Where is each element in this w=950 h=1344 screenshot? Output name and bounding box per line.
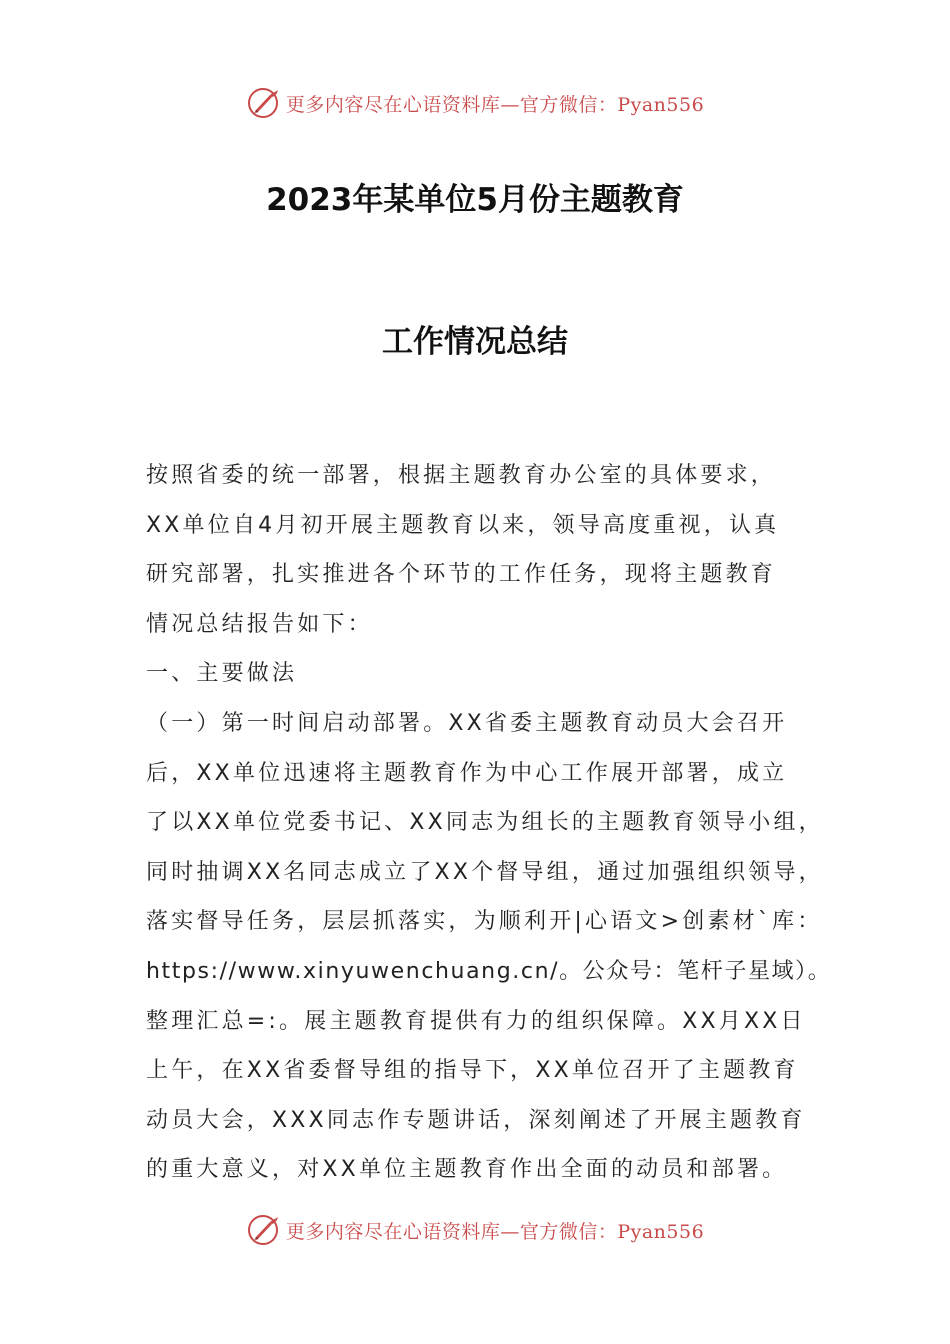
body-line: 落实督导任务，层层抓落实，为顺利开|心语文>创素材`库：	[146, 909, 823, 935]
body-line: 按照省委的统一部署，根据主题教育办公室的具体要求，	[146, 463, 777, 488]
body-line: 研究部署，扎实推进各个环节的工作任务，现将主题教育	[146, 562, 777, 588]
body-line: https://www.xinyuwenchuang.cn/。公众号：笔杆子星域）。	[146, 958, 832, 984]
watermark-group	[246, 86, 704, 120]
document-title-line-1: 2023年某单位5月份主题教育	[266, 182, 684, 218]
watermark-group	[246, 1213, 704, 1247]
watermark-text: 更多内容尽在心语资料库—官方微信：Pyan556	[285, 93, 705, 116]
watermark-text: 更多内容尽在心语资料库—官方微信：Pyan556	[285, 1220, 705, 1243]
body-line: 了以XX单位党委书记、XX同志为组长的主题教育领导小组，	[146, 810, 824, 836]
body-line: XX单位自4月初开展主题教育以来，领导高度重视，认真	[146, 512, 780, 538]
quill-logo-icon	[246, 1213, 280, 1247]
body-line: 情况总结报告如下：	[146, 611, 373, 637]
body-line: （一）第一时间启动部署。XX省委主题教育动员大会召开	[146, 710, 788, 736]
body-line: 整理汇总=:。展主题教育提供有力的组织保障。XX月XX日	[146, 1008, 806, 1034]
body-line: 动员大会，XXX同志作专题讲话，深刻阐述了开展主题教育	[146, 1107, 806, 1133]
watermark-banner-top	[0, 83, 950, 123]
watermark-banner-bottom	[0, 1210, 950, 1250]
body-line: 的重大意义，对XX单位主题教育作出全面的动员和部署。	[146, 1157, 788, 1183]
section-heading: 一、主要做法	[146, 661, 298, 687]
body-line: 上午，在XX省委督导组的指导下，XX单位召开了主题教育	[146, 1058, 799, 1084]
quill-logo-icon	[246, 86, 280, 120]
body-line: 后，XX单位迅速将主题教育作为中心工作展开部署，成立	[146, 760, 788, 786]
body-line: 同时抽调XX名同志成立了XX个督导组，通过加强组织领导，	[146, 859, 824, 885]
document-body	[146, 451, 836, 1195]
document-title-line-2: 工作情况总结	[382, 324, 568, 360]
